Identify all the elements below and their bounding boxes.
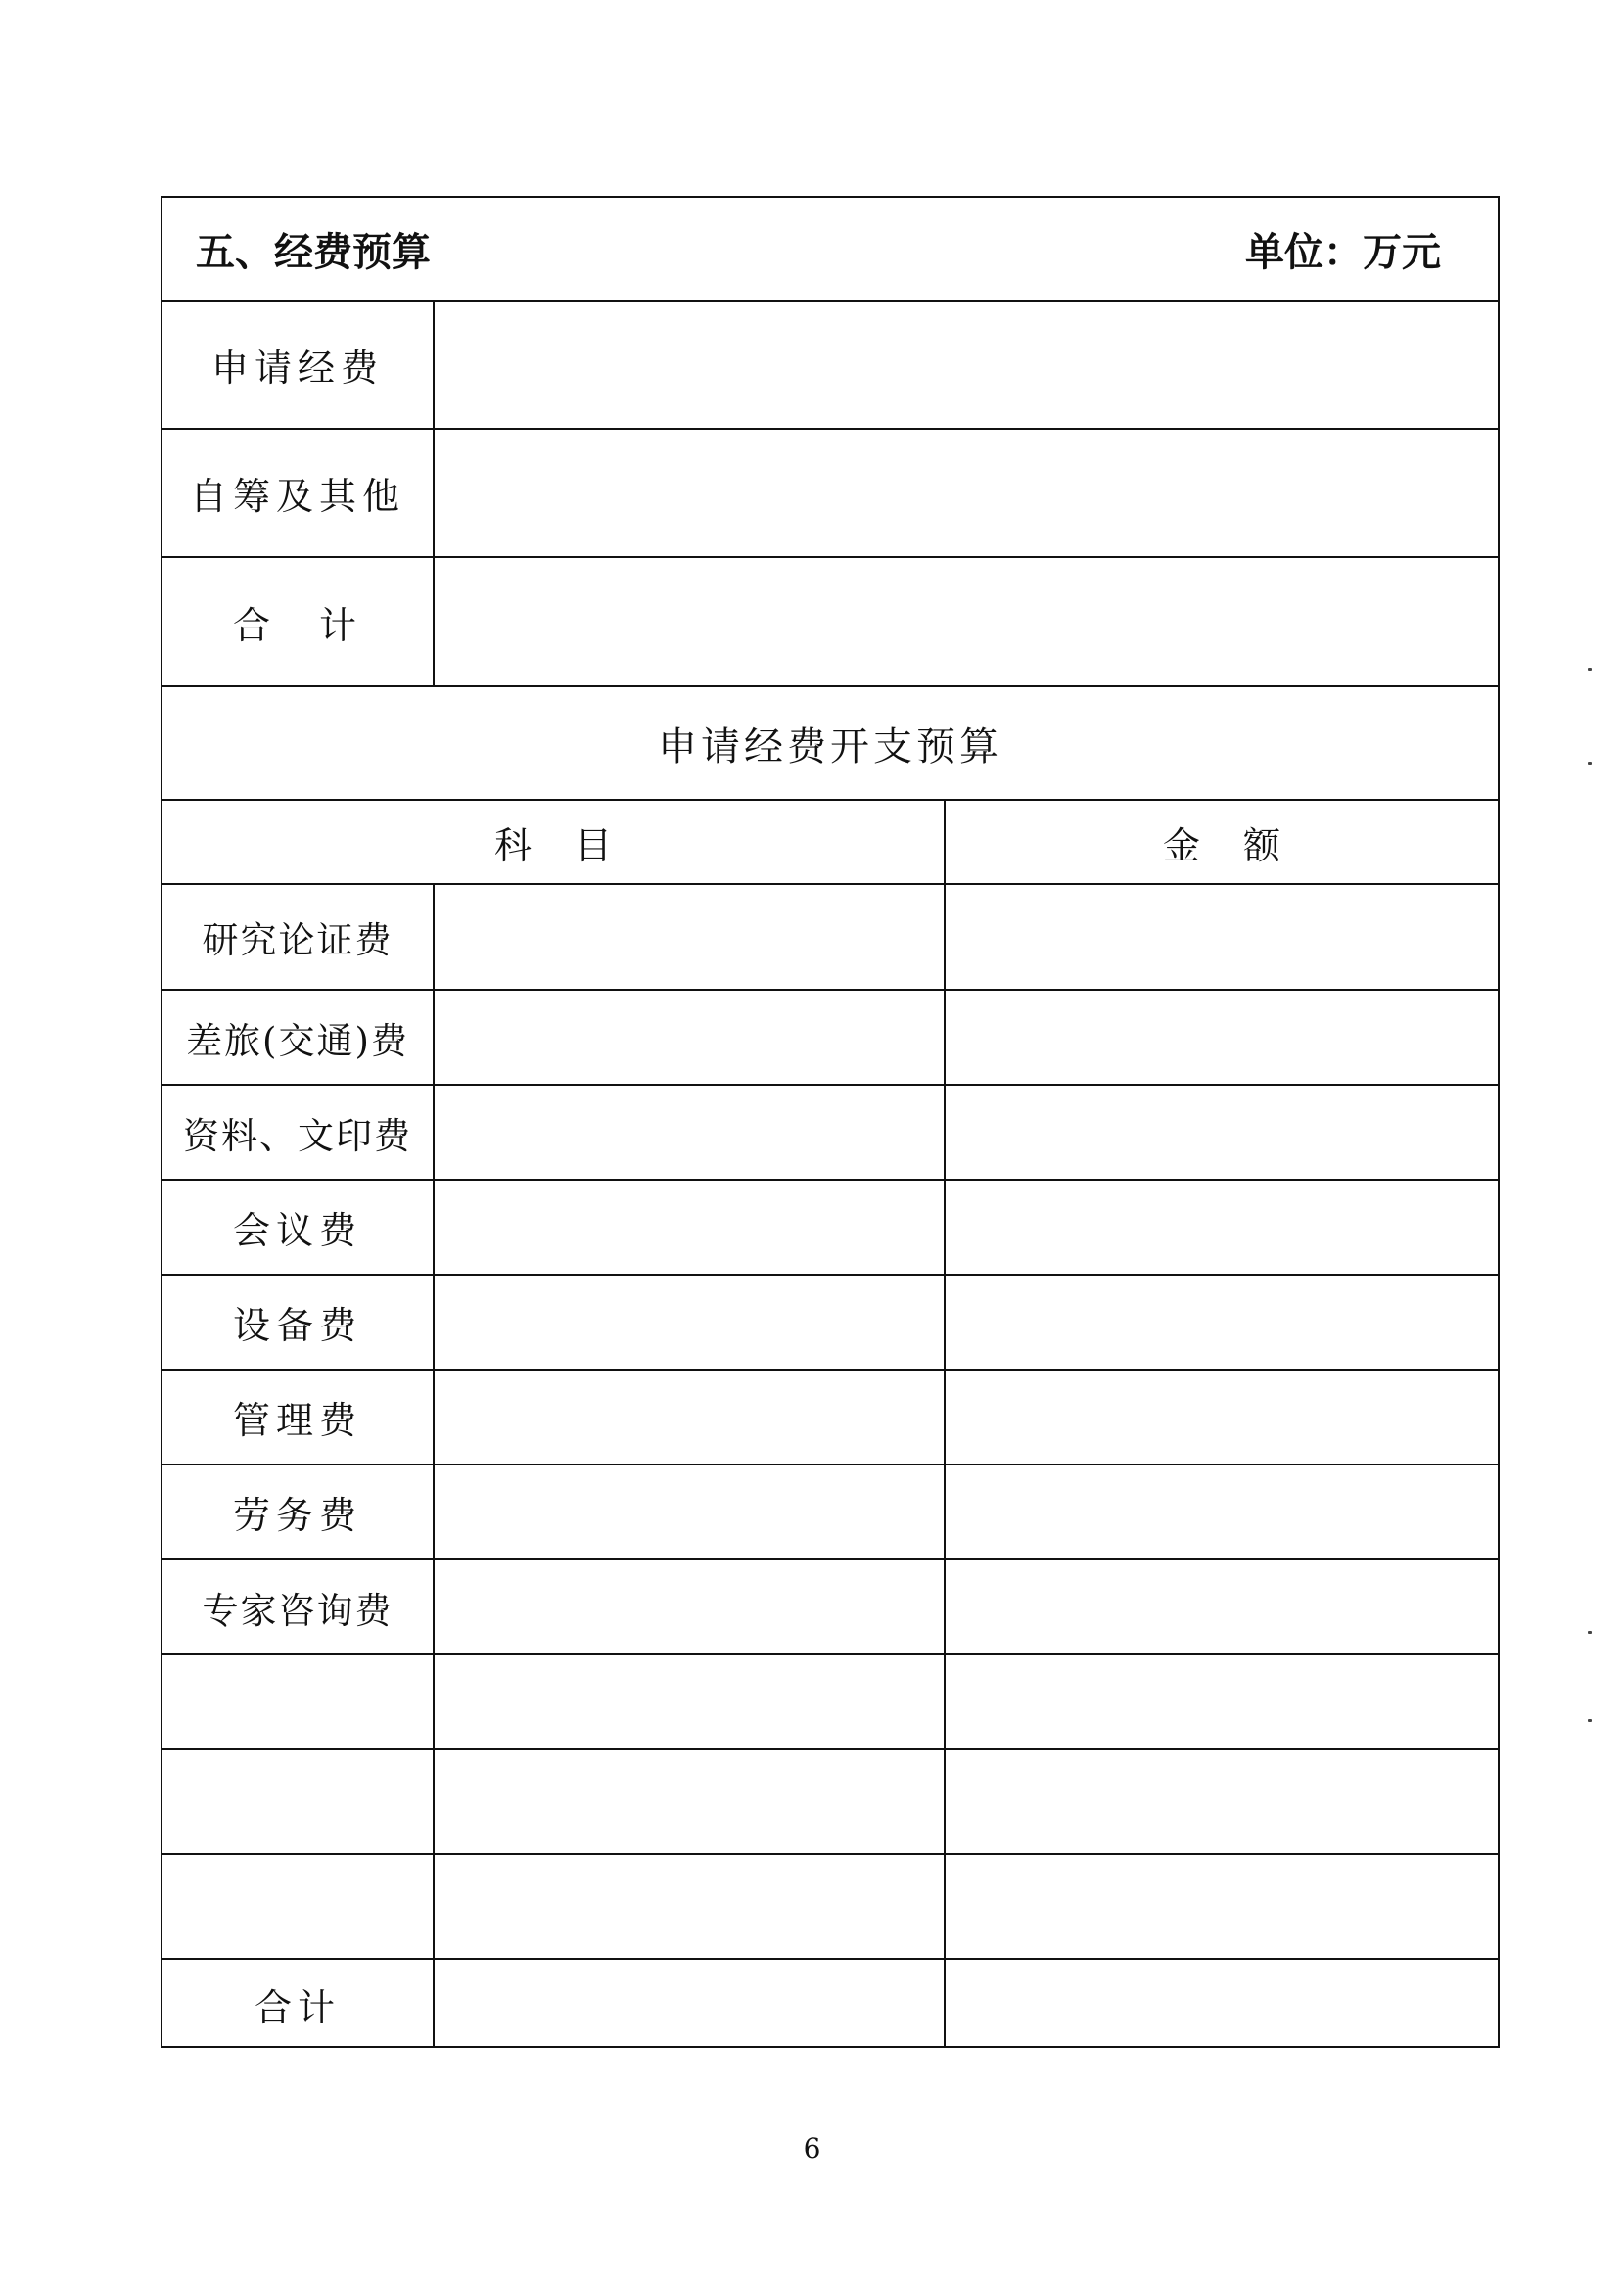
item-amount-input[interactable] xyxy=(946,1750,1498,1853)
budget-form-table xyxy=(161,196,1500,2048)
amount-header: 金额 xyxy=(1162,823,1323,867)
subject-header: 科目 xyxy=(162,801,946,883)
section-header-row xyxy=(162,198,1498,302)
item-detail-input[interactable] xyxy=(435,1371,946,1464)
funding-row-self-raised xyxy=(162,430,1498,558)
item-amount-input[interactable] xyxy=(946,1276,1498,1369)
item-label: 资料、文印费 xyxy=(183,1114,412,1157)
funding-label-cell xyxy=(162,302,435,428)
table-row xyxy=(162,1371,1498,1465)
item-detail-input[interactable] xyxy=(435,1560,946,1653)
table-row xyxy=(162,1560,1498,1655)
funding-row-applied xyxy=(162,302,1498,430)
item-label: 会议费 xyxy=(232,1209,362,1252)
total-funding-input[interactable] xyxy=(435,558,1498,685)
item-label-cell xyxy=(162,1371,435,1464)
item-label-input[interactable] xyxy=(162,1855,435,1958)
item-label: 差旅(交通)费 xyxy=(186,1019,409,1062)
total-row xyxy=(162,1960,1498,2048)
table-row xyxy=(162,991,1498,1086)
section-title: 五、经费预算 xyxy=(196,229,431,275)
item-label-input[interactable] xyxy=(162,1655,435,1748)
table-row xyxy=(162,1655,1498,1750)
unit-label: 单位：万元 xyxy=(1245,229,1441,275)
scan-speck xyxy=(1588,1719,1592,1722)
breakdown-title: 申请经费开支预算 xyxy=(658,723,1002,769)
item-label: 研究论证费 xyxy=(202,919,394,961)
item-detail-input[interactable] xyxy=(435,1750,946,1853)
item-amount-input[interactable] xyxy=(946,1086,1498,1179)
breakdown-header-row xyxy=(162,801,1498,885)
item-amount-input[interactable] xyxy=(946,991,1498,1084)
scan-speck xyxy=(1588,668,1592,671)
item-label-cell xyxy=(162,1465,435,1558)
total-amount-input[interactable] xyxy=(946,1960,1498,2048)
funding-label: 申请经费 xyxy=(210,347,384,390)
total-label-cell xyxy=(162,1960,435,2048)
item-label-cell xyxy=(162,885,435,989)
item-label: 设备费 xyxy=(232,1304,362,1347)
table-row xyxy=(162,885,1498,991)
item-detail-input[interactable] xyxy=(435,1855,946,1958)
funding-label-cell xyxy=(162,430,435,556)
table-row xyxy=(162,1276,1498,1371)
table-row xyxy=(162,1465,1498,1560)
self-raised-funding-input[interactable] xyxy=(435,430,1498,556)
item-detail-input[interactable] xyxy=(435,1276,946,1369)
total-detail-input[interactable] xyxy=(435,1960,946,2048)
item-label: 专家咨询费 xyxy=(202,1589,394,1632)
funding-row-total xyxy=(162,558,1498,687)
scan-speck xyxy=(1588,762,1592,765)
item-detail-input[interactable] xyxy=(435,991,946,1084)
item-amount-input[interactable] xyxy=(946,1655,1498,1748)
breakdown-title-row xyxy=(162,687,1498,801)
item-detail-input[interactable] xyxy=(435,885,946,989)
item-amount-input[interactable] xyxy=(946,1371,1498,1464)
item-amount-input[interactable] xyxy=(946,1855,1498,1958)
item-label-cell xyxy=(162,1276,435,1369)
item-label-cell xyxy=(162,1086,435,1179)
item-amount-input[interactable] xyxy=(946,885,1498,989)
funding-label: 自筹及其他 xyxy=(189,475,405,518)
table-row xyxy=(162,1855,1498,1960)
item-amount-input[interactable] xyxy=(946,1560,1498,1653)
item-label-input[interactable] xyxy=(162,1750,435,1853)
table-row xyxy=(162,1181,1498,1276)
item-label: 劳务费 xyxy=(232,1494,362,1537)
item-detail-input[interactable] xyxy=(435,1655,946,1748)
applied-funding-input[interactable] xyxy=(435,302,1498,428)
item-detail-input[interactable] xyxy=(435,1465,946,1558)
scan-speck xyxy=(1588,1631,1592,1634)
item-amount-input[interactable] xyxy=(946,1465,1498,1558)
item-label: 管理费 xyxy=(232,1399,362,1442)
table-row xyxy=(162,1086,1498,1181)
item-detail-input[interactable] xyxy=(435,1086,946,1179)
page-number: 6 xyxy=(803,2132,821,2164)
table-row xyxy=(162,1750,1498,1855)
funding-label: 合 计 xyxy=(232,603,362,647)
item-label-cell xyxy=(162,991,435,1084)
total-label: 合计 xyxy=(254,1985,341,2029)
item-detail-input[interactable] xyxy=(435,1181,946,1274)
item-label-cell xyxy=(162,1560,435,1653)
item-label-cell xyxy=(162,1181,435,1274)
item-amount-input[interactable] xyxy=(946,1181,1498,1274)
funding-label-cell xyxy=(162,558,435,685)
